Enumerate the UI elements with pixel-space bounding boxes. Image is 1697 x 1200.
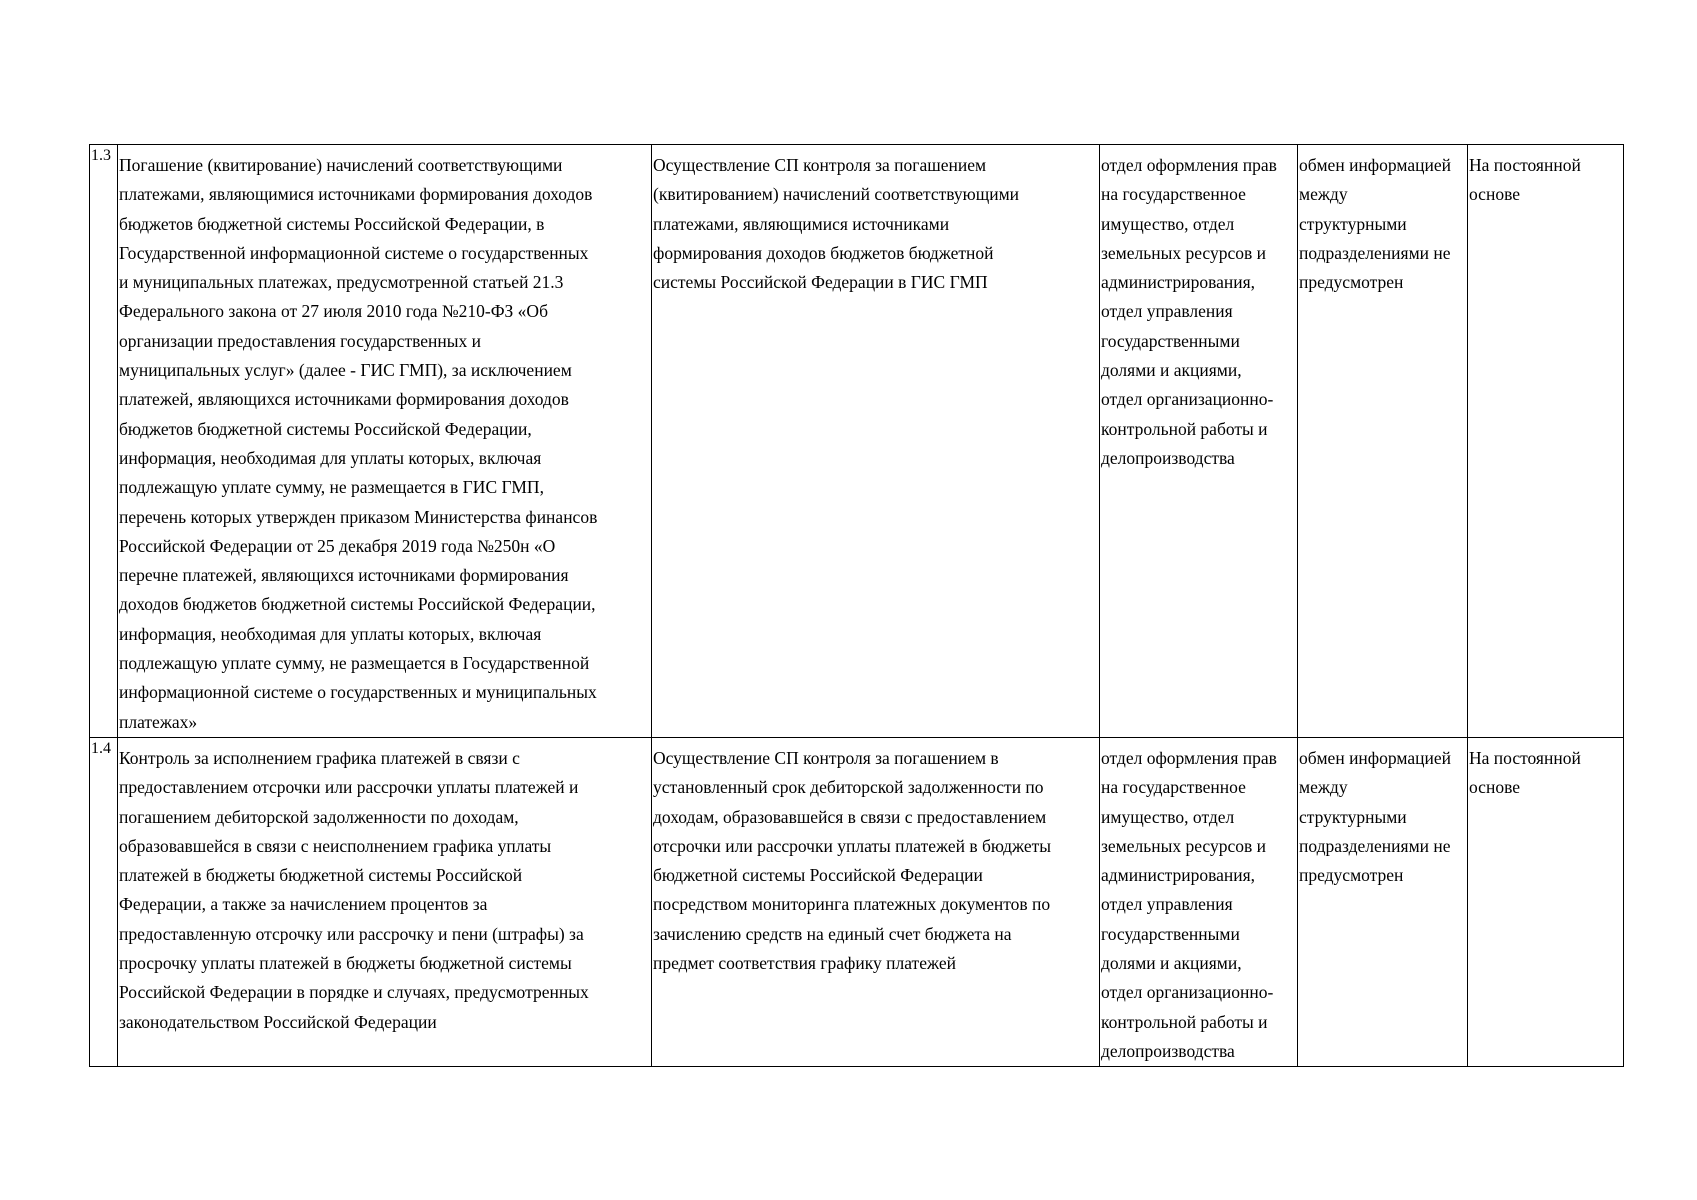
info-exchange: обмен информацией между структурными подразделениями не предусмотрен (1299, 155, 1451, 293)
responsible-units: отдел оформления прав на государственное имущество, отдел земельных ресурсов и администрирования, отдел управления государственными долями и акциями, отдел организационно- контрольной работы и делопроизводства (1101, 155, 1277, 468)
operation-name: Погашение (квитирование) начислений соответствующими платежами, являющимися источниками формирования доходов бюджетов бюджетной системы Российской Федерации, в Государственной информационной системе о государственных и муниципальных платежах, предусмотренной статьей 21.3 Федерального закона от 27 июля 2010 года №210-ФЗ «Об организации предоставления государственных и муниципальных услуг» (далее - ГИС ГМП), за исключением платежей, являющихся источниками формирования доходов бюджетов бюджетной системы Российской Федерации, информация, необходимая для уплаты которых, включая подлежащую уплате сумму, не размещается в ГИС ГМП, перечень которых утвержден приказом Министерства финансов Российской Федерации от 25 декабря 2019 года №250н «О перечне платежей, являющихся источниками формирования доходов бюджетов бюджетной системы Российской Федерации, информация, необходимая для уплаты которых, включая подлежащую уплате сумму, не размещается в Государственной информационной системе о государственных и муниципальных платежах» (119, 155, 598, 732)
periodicity: На постоянной основе (1469, 747, 1581, 798)
info-exchange-cell (1298, 737, 1468, 1066)
operation-name-cell (118, 737, 652, 1066)
row-number: 1.3 (91, 147, 111, 164)
periodicity: На постоянной основе (1469, 155, 1581, 205)
control-description-cell (652, 145, 1100, 738)
control-description-cell (652, 737, 1100, 1066)
info-exchange-cell (1298, 145, 1468, 738)
control-description: Осуществление СП контроля за погашением (квитированием) начислений соответствующими платежами, являющимися источниками формирования доходов бюджетов бюджетной системы Российской Федерации в ГИС ГМП (653, 155, 1020, 293)
responsible-units-cell (1100, 737, 1298, 1066)
operation-name-cell (118, 145, 652, 738)
control-measures-table (89, 144, 1624, 1067)
table-row (90, 737, 1624, 1066)
operation-name: Контроль за исполнением графика платежей в связи с предоставлением отсрочки или рассрочки уплаты платежей и погашением дебиторской задолженности по доходам, образовавшейся в связи с неисполнением графика уплаты платежей в бюджеты бюджетной системы Российской Федерации, а также за начислением процентов за предоставленную отсрочку или рассрочку и пени (штрафы) за просрочку уплаты платежей в бюджеты бюджетной системы Российской Федерации в порядке и случаях, предусмотренных законодательством Российской Федерации (119, 747, 589, 1032)
control-description: Осуществление СП контроля за погашением в установленный срок дебиторской задолженности по доходам, образовавшейся в связи с предоставлением отсрочки или рассрочки уплаты платежей в бюджеты бюджетной системы Российской Федерации посредством мониторинга платежных документов по зачислению средств на единый счет бюджета на предмет соответствия графику платежей (653, 747, 1052, 974)
responsible-units: отдел оформления прав на государственное имущество, отдел земельных ресурсов и администрирования, отдел управления государственными долями и акциями, отдел организационно- контрольной работы и делопроизводства (1101, 747, 1277, 1061)
row-number: 1.4 (91, 739, 111, 757)
periodicity-cell (1468, 737, 1624, 1066)
periodicity-cell (1468, 145, 1624, 738)
document-page (89, 144, 1623, 1067)
row-number-cell (90, 737, 118, 1066)
responsible-units-cell (1100, 145, 1298, 738)
row-number-cell (90, 145, 118, 738)
info-exchange: обмен информацией между структурными подразделениями не предусмотрен (1299, 747, 1451, 886)
table-row (90, 145, 1624, 738)
